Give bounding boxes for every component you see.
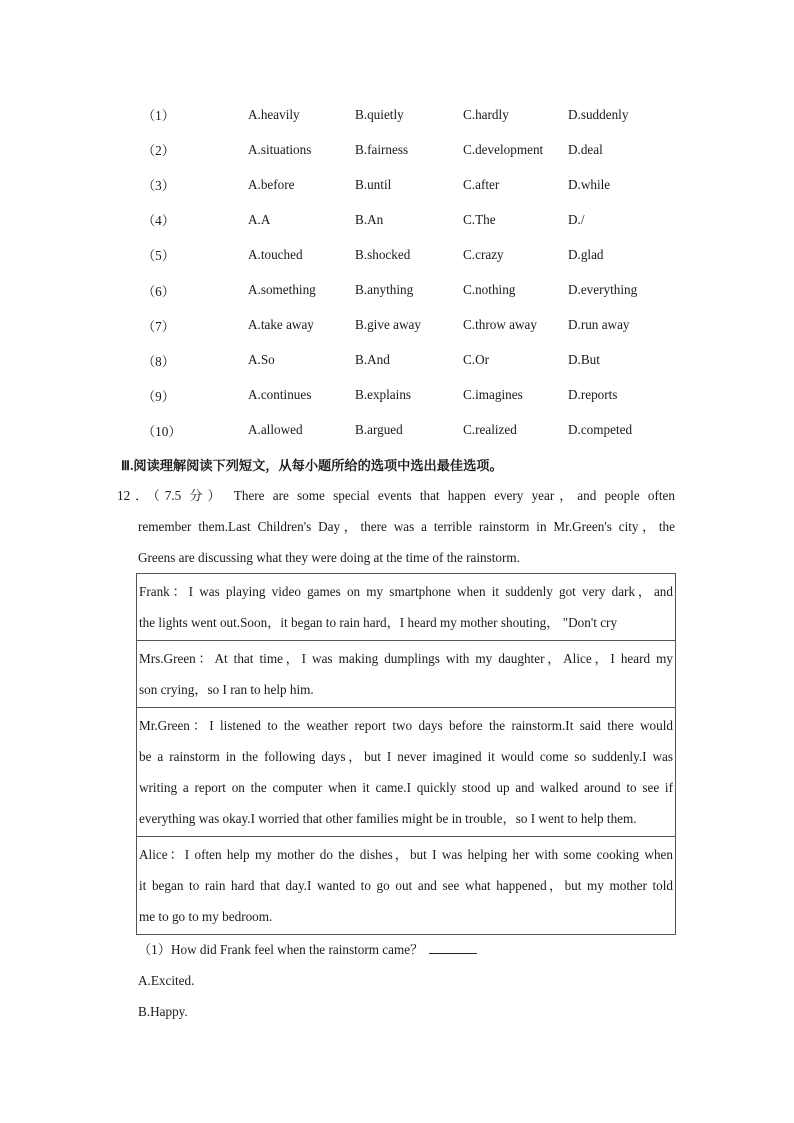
option-choice-a[interactable]: A.A — [248, 211, 271, 227]
option-choice-b[interactable]: B.until — [355, 176, 392, 192]
option-choice-c[interactable]: C.development — [463, 141, 544, 157]
option-number: （1） — [142, 108, 175, 124]
question-line: remember them.Last Children's Day，there was a terrible rainstorm in Mr.Green's city，the — [138, 519, 675, 534]
dialog-table — [136, 573, 676, 935]
answer-blank[interactable] — [429, 941, 477, 954]
section-numeral: Ⅲ. — [121, 458, 134, 473]
option-choice-b[interactable]: B.fairness — [355, 141, 409, 157]
option-choice-d[interactable]: D./ — [568, 211, 585, 227]
question-line: 12．（7.5 分） There are some special events that happen every year，and people often — [117, 488, 675, 503]
sub-question-prompt — [138, 934, 477, 965]
option-choice-b[interactable]: B.argued — [355, 422, 403, 438]
section-heading — [121, 455, 503, 474]
question-12-stem — [117, 480, 675, 573]
option-choice-a[interactable]: A.take away — [248, 317, 314, 333]
option-choice-d[interactable]: D.while — [568, 176, 611, 192]
option-number: （10） — [142, 423, 182, 439]
sub-question-1 — [138, 934, 477, 1027]
option-choice-b[interactable]: B.shocked — [355, 246, 411, 262]
option-row — [138, 343, 678, 378]
option-number: （7） — [142, 318, 175, 334]
option-choice-a[interactable]: A.So — [248, 352, 275, 368]
option-choice-b[interactable]: B.An — [355, 211, 384, 227]
choice-a[interactable]: A.Excited. — [138, 973, 195, 988]
option-choice-a[interactable]: A.heavily — [248, 106, 300, 122]
option-choice-c[interactable]: C.The — [463, 211, 496, 227]
sub-question-text: （1）How did Frank feel when the rainstorm came？ — [138, 942, 424, 957]
option-choice-a[interactable]: A.continues — [248, 387, 312, 403]
option-row — [138, 237, 678, 272]
option-row — [138, 167, 678, 202]
option-choice-c[interactable]: C.realized — [463, 422, 517, 438]
dialog-line: Alice：I often help my mother do the dishes，but I was helping her with some cooking when — [139, 847, 673, 862]
dialog-line: everything was okay.I worried that other families might be in trouble，so I went to help them. — [139, 811, 637, 826]
option-choice-d[interactable]: D.But — [568, 352, 600, 368]
option-choice-a[interactable]: A.situations — [248, 141, 312, 157]
dialog-line: Mrs.Green：At that time，I was making dumplings with my daughter，Alice，I heard my — [139, 651, 673, 666]
option-row — [138, 97, 678, 132]
option-choice-b[interactable]: B.give away — [355, 317, 421, 333]
option-number: （4） — [142, 213, 175, 229]
option-row — [138, 202, 678, 237]
option-row — [138, 308, 678, 343]
options-table — [138, 97, 678, 448]
dialog-line: writing a report on the computer when it came.I quickly stood up and walked around to see if — [139, 780, 673, 795]
dialog-line: be a rainstorm in the following days，but I never imagined it would come so suddenly.I was — [139, 749, 673, 764]
option-choice-d[interactable]: D.everything — [568, 282, 638, 298]
option-row — [138, 413, 678, 448]
option-choice-b[interactable]: B.explains — [355, 387, 412, 403]
dialog-row-frank — [137, 574, 676, 641]
dialog-row-alice — [137, 837, 676, 935]
option-number: （8） — [142, 353, 175, 369]
option-row — [138, 272, 678, 307]
dialog-line: me to go to my bedroom. — [139, 909, 273, 924]
dialog-line: Frank：I was playing video games on my smartphone when it suddenly got very dark，and — [139, 584, 673, 599]
option-number: （3） — [142, 178, 175, 194]
dialog-line: the lights went out.Soon，it began to rain hard，I heard my mother shouting， "Don't cry — [139, 615, 618, 630]
option-choice-c[interactable]: C.throw away — [463, 317, 537, 333]
option-choice-d[interactable]: D.deal — [568, 141, 603, 157]
option-choice-c[interactable]: C.Or — [463, 352, 490, 368]
option-choice-c[interactable]: C.crazy — [463, 246, 504, 262]
dialog-row-mrs-green — [137, 641, 676, 708]
option-choice-d[interactable]: D.glad — [568, 246, 604, 262]
option-choice-c[interactable]: C.nothing — [463, 282, 516, 298]
option-choice-c[interactable]: C.imagines — [463, 387, 523, 403]
option-choice-a[interactable]: A.before — [248, 176, 295, 192]
dialog-line: Mr.Green：I listened to the weather report two days before the rainstorm.It said there would — [139, 718, 673, 733]
option-choice-c[interactable]: C.after — [463, 176, 500, 192]
option-choice-c[interactable]: C.hardly — [463, 106, 509, 122]
option-number: （6） — [142, 283, 175, 299]
option-choice-a[interactable]: A.allowed — [248, 422, 303, 438]
dialog-row-mr-green — [137, 708, 676, 837]
option-choice-d[interactable]: D.reports — [568, 387, 618, 403]
question-line: Greens are discussing what they were doing at the time of the rainstorm. — [138, 550, 520, 565]
option-choice-d[interactable]: D.competed — [568, 422, 633, 438]
dialog-line: son crying，so I ran to help him. — [139, 682, 314, 697]
option-number: （5） — [142, 248, 175, 264]
option-choice-d[interactable]: D.suddenly — [568, 106, 629, 122]
option-number: （2） — [142, 143, 175, 159]
option-choice-b[interactable]: B.quietly — [355, 106, 404, 122]
option-choice-a[interactable]: A.something — [248, 282, 316, 298]
section-title: 阅读理解阅读下列短文，从每小题所给的选项中选出最佳选项。 — [133, 459, 503, 474]
option-choice-b[interactable]: B.anything — [355, 282, 414, 298]
option-choice-a[interactable]: A.touched — [248, 246, 303, 262]
option-number: （9） — [142, 388, 175, 404]
option-choice-d[interactable]: D.run away — [568, 317, 630, 333]
option-choice-b[interactable]: B.And — [355, 352, 390, 368]
option-row — [138, 132, 678, 167]
dialog-line: it began to rain hard that day.I wanted to go out and see what happened，but my mother told — [139, 878, 673, 893]
option-row — [138, 378, 678, 413]
choice-b[interactable]: B.Happy. — [138, 1004, 188, 1019]
